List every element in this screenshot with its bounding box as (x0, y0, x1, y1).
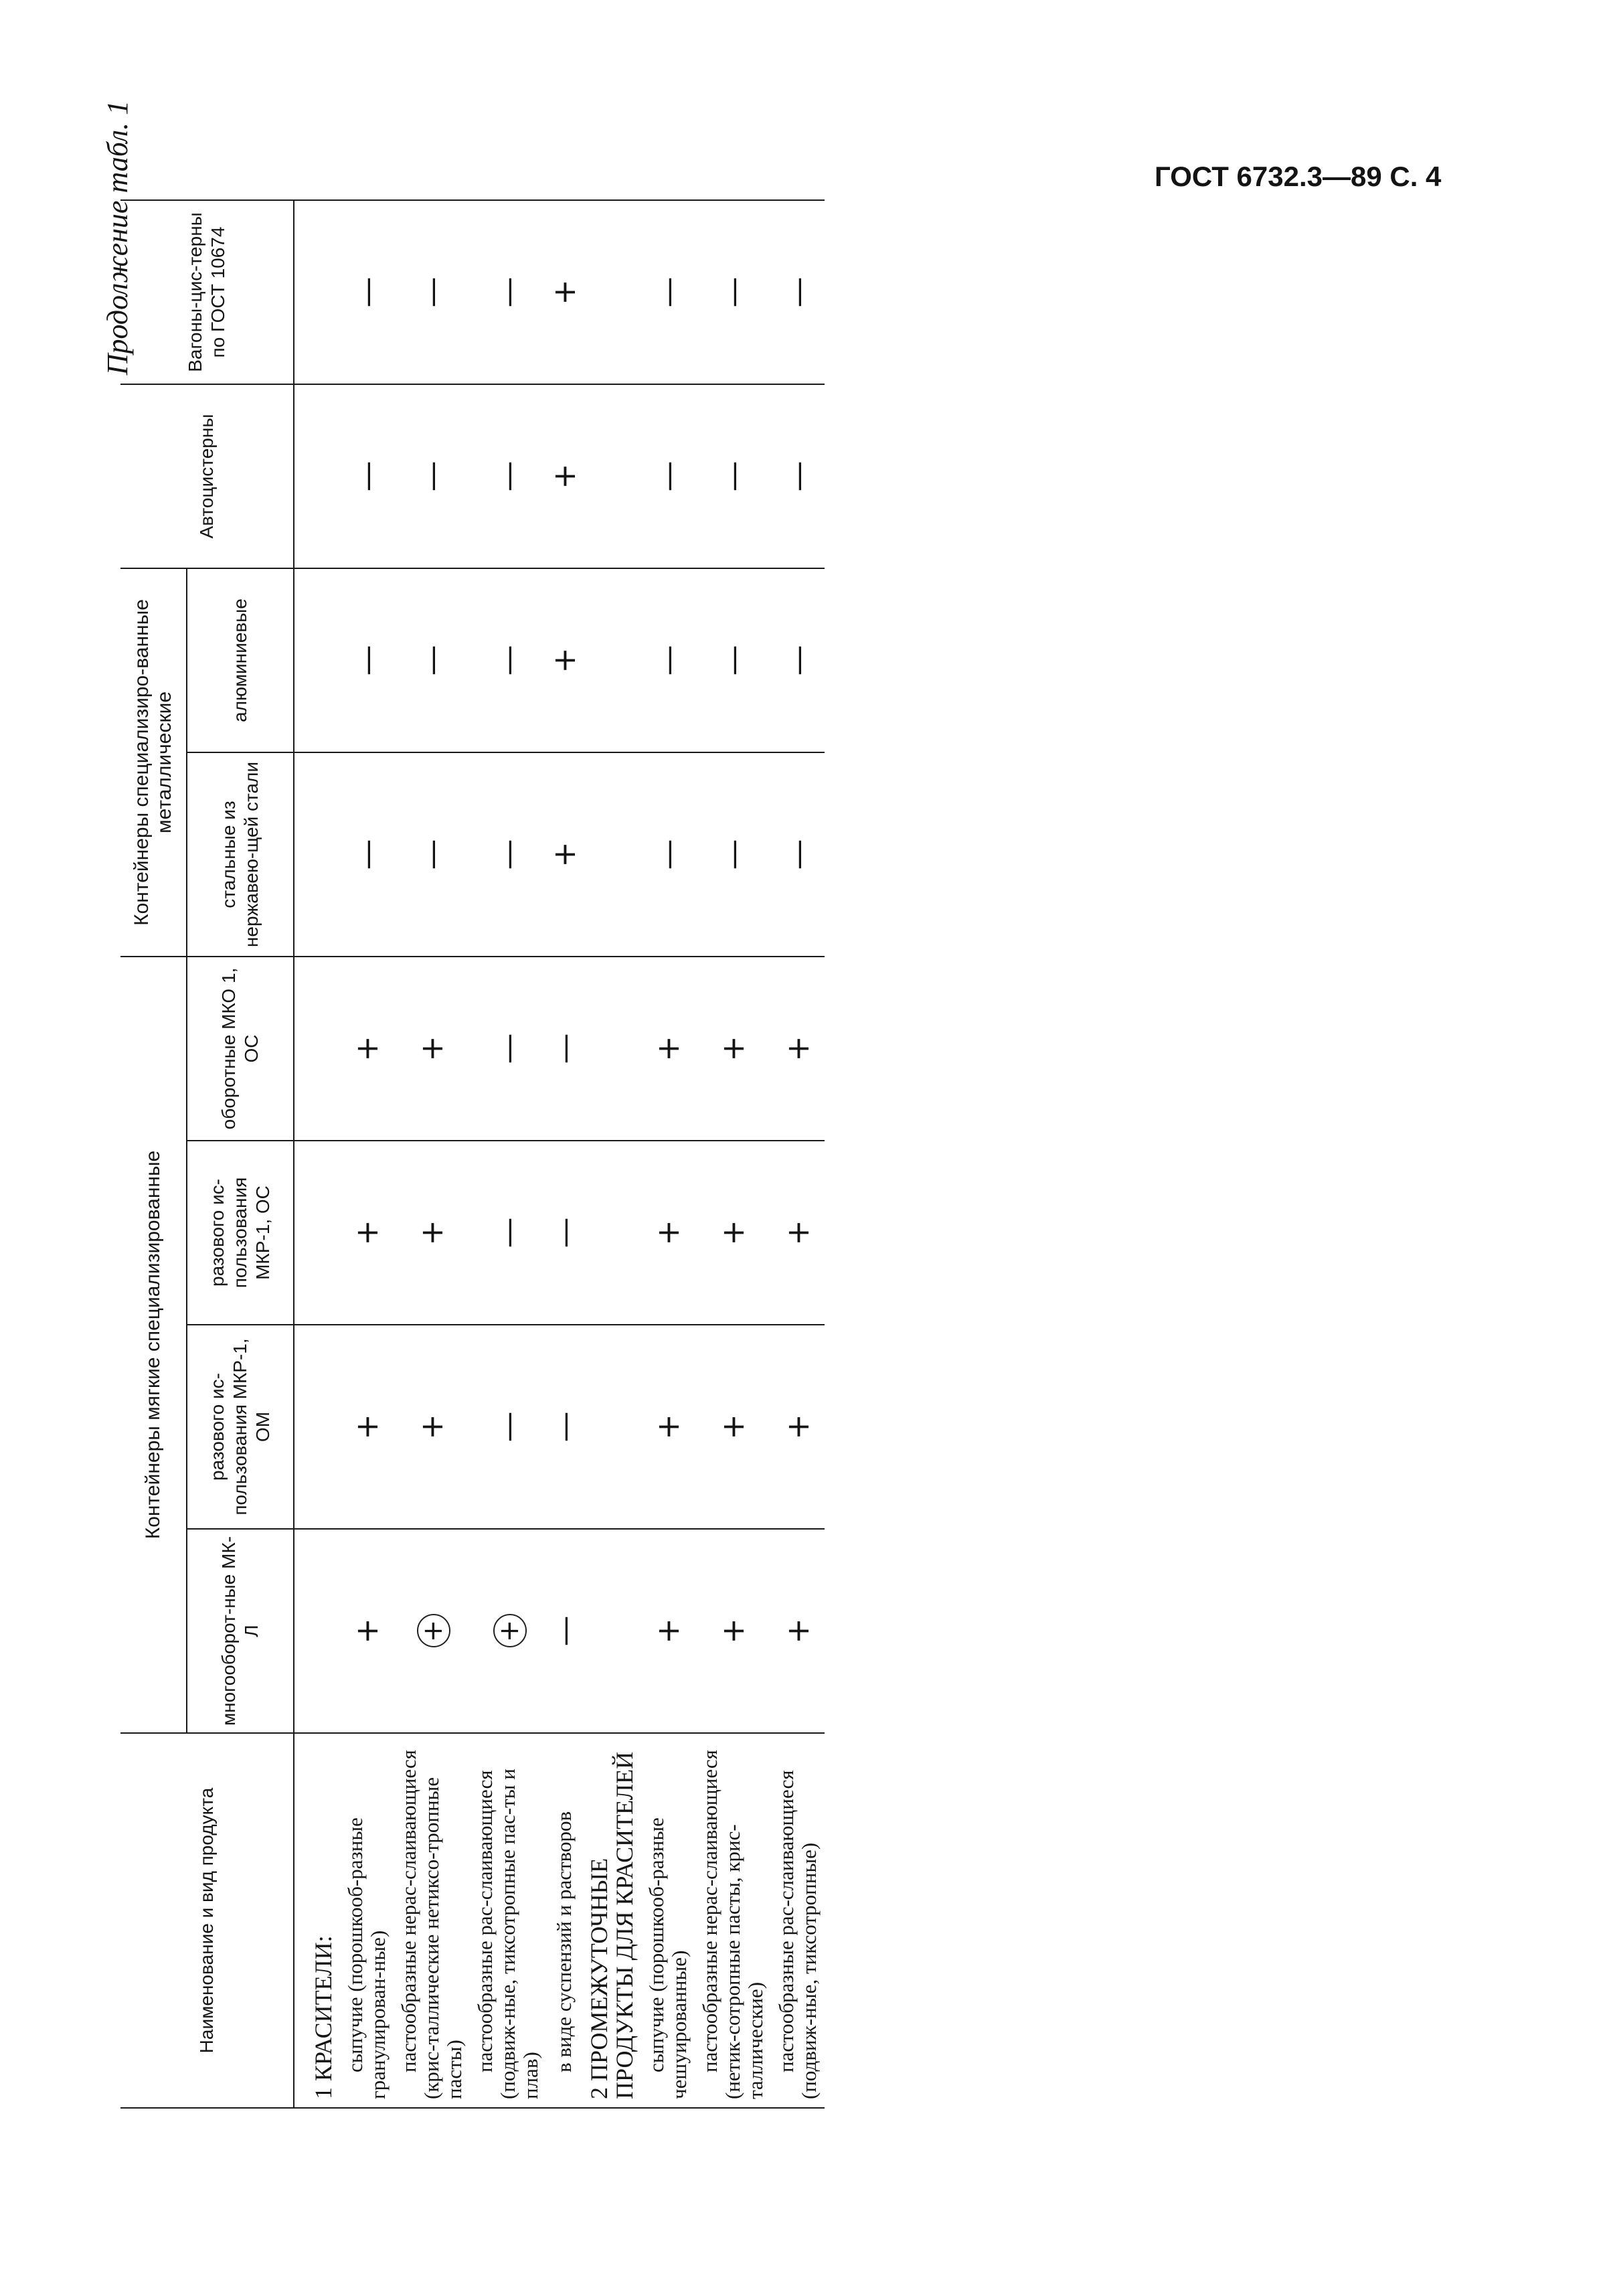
mark-cell (582, 1529, 641, 1733)
mark-cell: — (695, 200, 771, 384)
mark-cell: + (641, 957, 695, 1141)
page-header: ГОСТ 6732.3—89 С. 4 (1155, 161, 1442, 192)
mark-cell: — (340, 752, 394, 957)
mark-cell: — (470, 1325, 546, 1529)
mark-cell (307, 1529, 340, 1733)
table-caption: Продолжение табл. 1 (101, 100, 134, 376)
table-row (582, 200, 641, 2108)
spacer-cell (294, 200, 307, 384)
mark-cell (582, 1141, 641, 1325)
mark-cell: — (546, 957, 582, 1141)
spacer-cell (294, 1529, 307, 1733)
mark-cell: — (546, 1325, 582, 1529)
mark-cell: — (771, 384, 825, 568)
mark-cell: — (695, 568, 771, 752)
mark-cell: — (340, 568, 394, 752)
mark-cell: — (470, 957, 546, 1141)
mark-cell: + (771, 1141, 825, 1325)
mark-cell: + (394, 957, 470, 1141)
col-header-name: Наименование и вид продукта (120, 1733, 294, 2108)
mark-cell: + (340, 1141, 394, 1325)
mark-cell (582, 752, 641, 957)
spacer-cell (294, 1733, 307, 2108)
mark-cell: — (394, 568, 470, 752)
mark-cell (307, 568, 340, 752)
mark-cell: — (695, 384, 771, 568)
col-group-metal: Контейнеры специализиро-ванные металлические (120, 568, 187, 957)
col-header-mkr-om: разового ис-пользования МКР-1, ОМ (187, 1325, 294, 1529)
mark-cell: — (771, 752, 825, 957)
col-header-mkl: многооборот-ные МК-Л (187, 1529, 294, 1733)
col-header-steel: стальные из нержавею-щей стали (187, 752, 294, 957)
product-name-cell: пастообразные нерас-слаивающиеся (крис-таллические нетиксо-тропные пасты) (394, 1733, 470, 2108)
mark-cell: + (641, 1141, 695, 1325)
mark-cell: + (394, 1325, 470, 1529)
mark-cell: + (771, 1325, 825, 1529)
col-header-auto: Автоцистерны (120, 384, 294, 568)
mark-cell: + (695, 1325, 771, 1529)
mark-cell: — (470, 1141, 546, 1325)
mark-cell: — (695, 752, 771, 957)
mark-cell: — (546, 1141, 582, 1325)
rotated-table-wrapper (100, 100, 1238, 2109)
mark-cell: + (771, 1529, 825, 1733)
mark-cell: — (546, 1529, 582, 1733)
mark-cell (307, 384, 340, 568)
mark-cell (582, 1325, 641, 1529)
mark-cell: — (394, 752, 470, 957)
mark-cell: — (641, 568, 695, 752)
mark-cell: — (470, 568, 546, 752)
mark-cell: + (546, 384, 582, 568)
spacer-cell (294, 1141, 307, 1325)
mark-cell: + (546, 200, 582, 384)
header-group-row (120, 200, 187, 2108)
mark-cell: — (394, 384, 470, 568)
circled-plus-mark: + (417, 1615, 450, 1648)
mark-cell: — (394, 200, 470, 384)
mark-cell (307, 1141, 340, 1325)
col-header-mko: оборотные МКО 1, ОС (187, 957, 294, 1141)
product-name-cell: сыпучие (порошкооб-разные гранулирован-ные) (340, 1733, 394, 2108)
col-header-mkr-os: разового ис-пользования МКР-1, ОС (187, 1141, 294, 1325)
mark-cell: + (394, 1141, 470, 1325)
product-name-cell: 1 КРАСИТЕЛИ: (307, 1733, 340, 2108)
mark-cell (582, 200, 641, 384)
table-row (394, 200, 470, 2108)
spacer-cell (294, 752, 307, 957)
mark-cell: — (641, 384, 695, 568)
table-row (546, 200, 582, 2108)
table-row (641, 200, 695, 2108)
product-name-cell: пастообразные нерас-слаивающиеся (нетик-сотропные пасты, крис-таллические) (695, 1733, 771, 2108)
mark-cell (307, 752, 340, 957)
col-header-alum: алюминиевые (187, 568, 294, 752)
mark-cell (307, 1325, 340, 1529)
mark-cell (307, 957, 340, 1141)
col-header-rail: Вагоны-цис-терны по ГОСТ 10674 (120, 200, 294, 384)
mark-cell: — (470, 384, 546, 568)
mark-cell: + (771, 957, 825, 1141)
mark-cell: — (340, 200, 394, 384)
mark-cell (394, 1529, 470, 1733)
mark-cell: — (470, 200, 546, 384)
mark-cell: — (771, 568, 825, 752)
product-name-cell: пастообразные рас-слаивающиеся (подвиж-ные, тиксотропные) (771, 1733, 825, 2108)
mark-cell: + (546, 568, 582, 752)
mark-cell (582, 957, 641, 1141)
mark-cell: + (695, 1141, 771, 1325)
mark-cell: — (641, 200, 695, 384)
spacer-cell (294, 568, 307, 752)
mark-cell: + (340, 1529, 394, 1733)
mark-cell: + (695, 957, 771, 1141)
mark-cell: — (470, 752, 546, 957)
spacer-row (294, 200, 307, 2108)
mark-cell (307, 200, 340, 384)
mark-cell: — (340, 384, 394, 568)
spacer-cell (294, 1325, 307, 1529)
products-table (120, 199, 825, 2109)
spacer-cell (294, 957, 307, 1141)
product-name-cell: пастообразные рас-слаивающиеся (подвиж-ные, тиксотропные пас-ты и плав) (470, 1733, 546, 2108)
table-row (695, 200, 771, 2108)
mark-cell (582, 384, 641, 568)
mark-cell (582, 568, 641, 752)
mark-cell: — (771, 200, 825, 384)
mark-cell (470, 1529, 546, 1733)
mark-cell: + (695, 1529, 771, 1733)
mark-cell: + (546, 752, 582, 957)
mark-cell: + (641, 1325, 695, 1529)
mark-cell: — (641, 752, 695, 957)
mark-cell: + (340, 957, 394, 1141)
table-row (307, 200, 340, 2108)
circled-plus-mark: + (493, 1615, 527, 1648)
product-name-cell: 2 ПРОМЕЖУТОЧНЫЕ ПРОДУКТЫ ДЛЯ КРАСИТЕЛЕЙ (582, 1733, 641, 2108)
table-row (340, 200, 394, 2108)
mark-cell: + (340, 1325, 394, 1529)
col-group-soft: Контейнеры мягкие специализированные (120, 957, 187, 1733)
product-name-cell: в виде суспензий и растворов (546, 1733, 582, 2108)
spacer-cell (294, 384, 307, 568)
table-body (294, 200, 825, 2108)
product-name-cell: сыпучие (порошкооб-разные чешуированные) (641, 1733, 695, 2108)
mark-cell: + (641, 1529, 695, 1733)
table-row (470, 200, 546, 2108)
table-row (771, 200, 825, 2108)
